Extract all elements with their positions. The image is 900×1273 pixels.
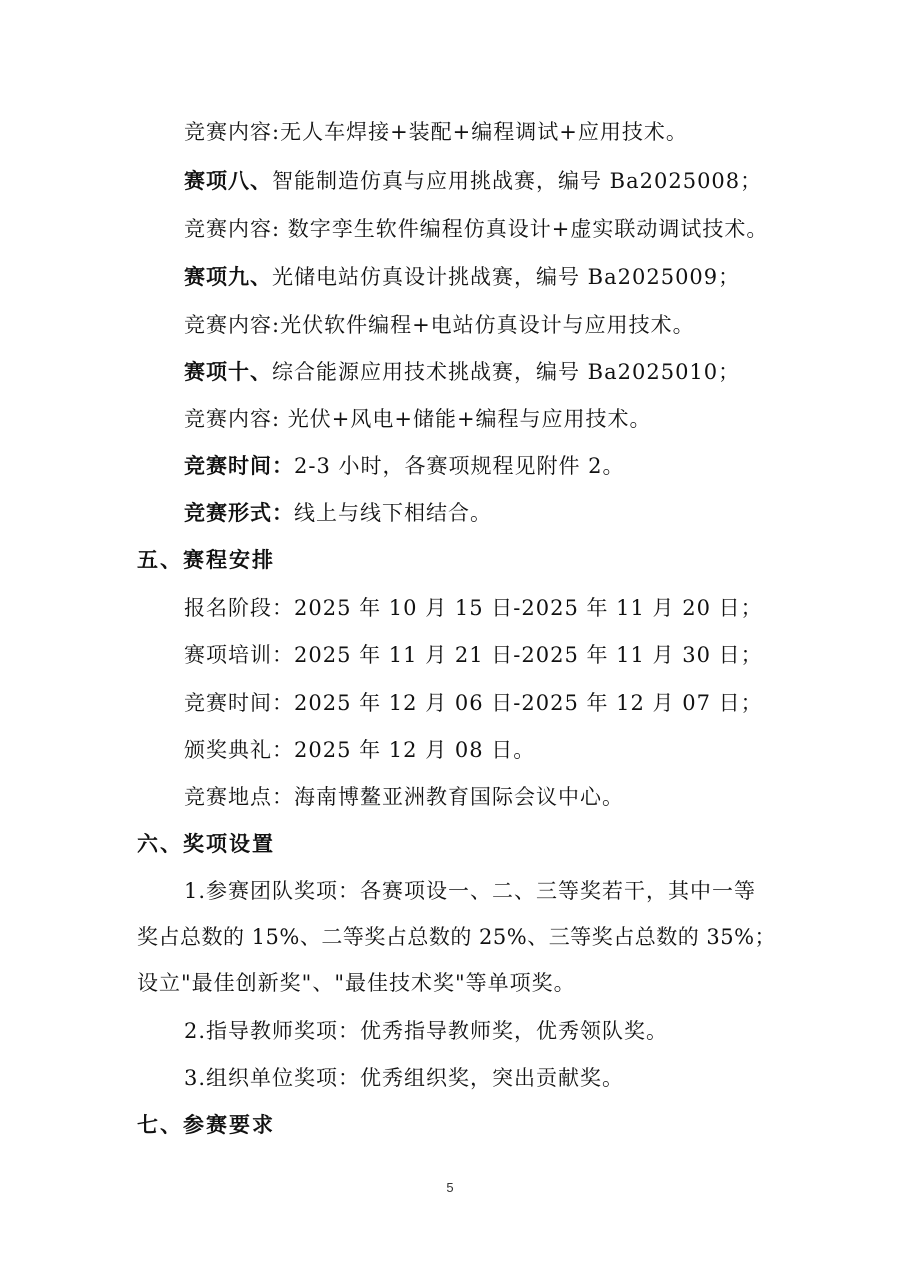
section-heading-6: 六、奖项设置 <box>137 831 275 856</box>
item-label: 赛项十、 <box>184 359 272 384</box>
schedule-competition <box>184 688 763 718</box>
award-team-line-2 <box>137 922 776 952</box>
line-item-10 <box>184 357 740 387</box>
schedule-text: 竞赛地点：海南博鳌亚洲教育国际会议中心。 <box>184 785 624 809</box>
schedule-venue <box>184 782 624 812</box>
award-team-line-3 <box>137 968 576 998</box>
schedule-text: 竞赛时间：2025 年 12 月 06 日-2025 年 12 月 07 日； <box>184 691 763 715</box>
item-text: 光储电站仿真设计挑战赛，编号 Ba2025009； <box>272 265 741 289</box>
content-text: 竞赛内容:无人车焊接+装配+编程调试+应用技术。 <box>184 120 688 144</box>
schedule-text: 赛项培训：2025 年 11 月 21 日-2025 年 11 月 30 日； <box>184 643 763 667</box>
format-label: 竞赛形式： <box>184 500 294 525</box>
line-item-8 <box>184 166 762 196</box>
time-text: 2-3 小时，各赛项规程见附件 2。 <box>294 454 625 478</box>
item-label: 赛项八、 <box>184 168 272 193</box>
content-text: 竞赛内容: 光伏+风电+储能+编程与应用技术。 <box>184 407 652 431</box>
section-heading-7: 七、参赛要求 <box>137 1112 275 1137</box>
award-text: 奖占总数的 15%、二等奖占总数的 25%、三等奖占总数的 35%； <box>137 925 777 949</box>
schedule-text: 报名阶段：2025 年 10 月 15 日-2025 年 11 月 20 日； <box>184 596 763 620</box>
line-item-9 <box>184 262 740 292</box>
award-text: 3.组织单位奖项：优秀组织奖，突出贡献奖。 <box>184 1066 625 1090</box>
format-text: 线上与线下相结合。 <box>294 501 492 525</box>
line-time <box>184 451 625 481</box>
award-team-line-1 <box>184 876 756 906</box>
schedule-text: 颁奖典礼：2025 年 12 月 08 日。 <box>184 738 536 762</box>
page-number: 5 <box>446 1180 454 1195</box>
content-text: 竞赛内容: 数字孪生软件编程仿真设计+虚实联动调试技术。 <box>184 217 769 241</box>
award-text: 2.指导教师奖项：优秀指导教师奖，优秀领队奖。 <box>184 1019 669 1043</box>
award-text: 1.参赛团队奖项：各赛项设一、二、三等奖若干，其中一等 <box>184 879 757 903</box>
schedule-ceremony <box>184 735 535 765</box>
time-label: 竞赛时间： <box>184 453 294 478</box>
item-text: 综合能源应用技术挑战赛，编号 Ba2025010； <box>272 360 741 384</box>
item-text: 智能制造仿真与应用挑战赛，编号 Ba2025008； <box>272 169 763 193</box>
line-content-9 <box>184 310 695 340</box>
award-teacher <box>184 1016 668 1046</box>
item-label: 赛项九、 <box>184 264 272 289</box>
line-content-7 <box>184 117 688 147</box>
schedule-registration <box>184 593 763 623</box>
section-heading-5: 五、赛程安排 <box>137 547 275 572</box>
award-organization <box>184 1063 624 1093</box>
schedule-training <box>184 640 763 670</box>
award-text: 设立"最佳创新奖"、"最佳技术奖"等单项奖。 <box>137 971 576 995</box>
line-content-10 <box>184 404 652 434</box>
line-format <box>184 498 492 528</box>
content-text: 竞赛内容:光伏软件编程+电站仿真设计与应用技术。 <box>184 313 695 337</box>
line-content-8 <box>184 214 768 244</box>
